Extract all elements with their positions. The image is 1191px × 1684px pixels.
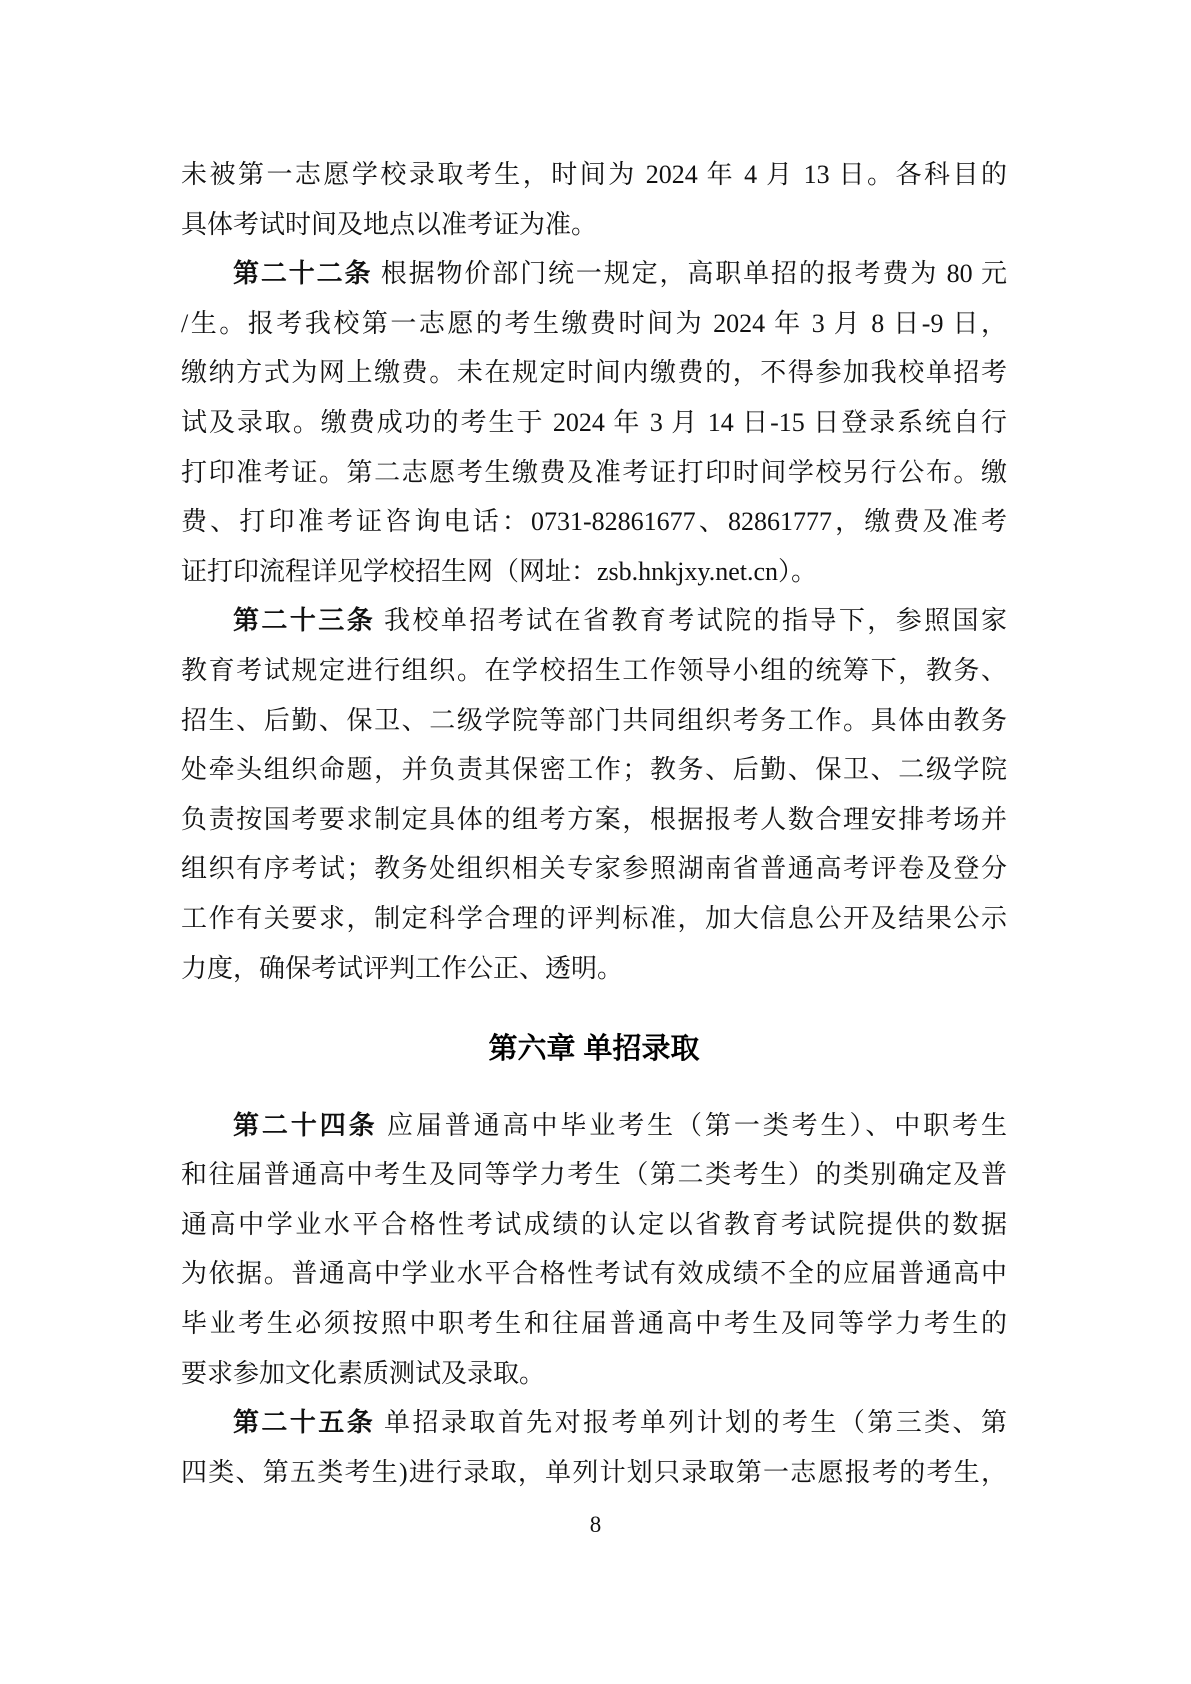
text-line-content: 缴纳方式为网上缴费。未在规定时间内缴费的，不得参加我校单招考 (181, 358, 1007, 388)
text-line (181, 894, 1007, 944)
text-line (181, 547, 1007, 597)
text-line (181, 299, 1007, 349)
text-line (181, 1101, 1007, 1151)
text-line-content: 组织有序考试；教务处组织相关专家参照湖南省普通高考评卷及登分 (181, 854, 1007, 884)
text-line (181, 1349, 1007, 1399)
article-label: 第二十五条 (233, 1407, 376, 1438)
text-line-content: 要求参加文化素质测试及录取。 (181, 1358, 546, 1388)
text-line-content: 打印准考证。第二志愿考生缴费及准考证打印时间学校另行公布。缴 (181, 457, 1007, 487)
text-line-content: /生。报考我校第一志愿的考生缴费时间为 2024 年 3 月 8 日-9 日， (181, 308, 1007, 338)
text-line-content: 单招录取首先对报考单列计划的考生（第三类、第 (375, 1408, 1007, 1438)
text-line (181, 398, 1007, 448)
text-line (181, 596, 1007, 646)
text-line-content: 应届普通高中毕业考生（第一类考生）、中职考生 (377, 1110, 1007, 1140)
text-line (181, 646, 1007, 696)
text-line (181, 150, 1007, 200)
article-label: 第二十三条 (233, 605, 376, 636)
text-line-content: 负责按国考要求制定具体的组考方案，根据报考人数合理安排考场并 (181, 804, 1007, 834)
text-line (181, 696, 1007, 746)
text-line (181, 844, 1007, 894)
text-line-content: 四类、第五类考生)进行录取，单列计划只录取第一志愿报考的考生， (181, 1457, 1007, 1487)
text-line (181, 1150, 1007, 1200)
text-line-content: 费、打印准考证咨询电话：0731-82861677、82861777，缴费及准考 (181, 507, 1007, 537)
article-label: 第二十四条 (233, 1109, 378, 1140)
chapter-heading: 第六章 单招录取 (488, 1033, 700, 1066)
text-line-content: 处牵头组织命题，并负责其保密工作；教务、后勤、保卫、二级学院 (181, 755, 1007, 785)
document-body (181, 150, 1007, 1497)
text-line-content: 招生、后勤、保卫、二级学院等部门共同组织考务工作。具体由教务 (181, 705, 1007, 735)
text-line (181, 745, 1007, 795)
text-line-content: 为依据。普通高中学业水平合格性考试有效成绩不全的应届普通高中 (181, 1259, 1007, 1289)
text-line (181, 1200, 1007, 1250)
text-line (181, 795, 1007, 845)
text-line (181, 1448, 1007, 1498)
text-line (181, 249, 1007, 299)
text-line (181, 497, 1007, 547)
text-line-content: 力度，确保考试评判工作公正、透明。 (181, 953, 624, 983)
page-number: 8 (589, 1512, 602, 1537)
text-line-content: 毕业考生必须按照中职考生和往届普通高中考生及同等学力考生的 (181, 1309, 1007, 1339)
text-line-content: 和往届普通高中考生及同等学力考生（第二类考生）的类别确定及普 (181, 1160, 1007, 1190)
text-line-content: 我校单招考试在省教育考试院的指导下，参照国家 (375, 606, 1007, 636)
text-line (181, 1249, 1007, 1299)
text-line-content: 未被第一志愿学校录取考生，时间为 2024 年 4 月 13 日。各科目的 (181, 160, 1007, 189)
text-line (181, 944, 1007, 994)
text-line-content: 试及录取。缴费成功的考生于 2024 年 3 月 14 日-15 日登录系统自行 (181, 407, 1007, 437)
text-line (181, 448, 1007, 498)
text-line (181, 1299, 1007, 1349)
text-line (181, 200, 1007, 250)
text-line-content: 证打印流程详见学校招生网（网址：zsb.hnkjxy.net.cn）。 (181, 556, 817, 586)
text-line-content: 具体考试时间及地点以准考证为准。 (181, 209, 598, 239)
text-line-content: 根据物价部门统一规定，高职单招的报考费为 80 元 (372, 259, 1007, 289)
text-line-content: 通高中学业水平合格性考试成绩的认定以省教育考试院提供的数据 (181, 1209, 1007, 1239)
text-line (181, 348, 1007, 398)
text-line (181, 1398, 1007, 1448)
article-label: 第二十二条 (233, 258, 373, 289)
text-line-content: 教育考试规定进行组织。在学校招生工作领导小组的统筹下，教务、 (181, 655, 1007, 685)
text-line-content: 工作有关要求，制定科学合理的评判标准，加大信息公开及结果公示 (181, 903, 1007, 933)
